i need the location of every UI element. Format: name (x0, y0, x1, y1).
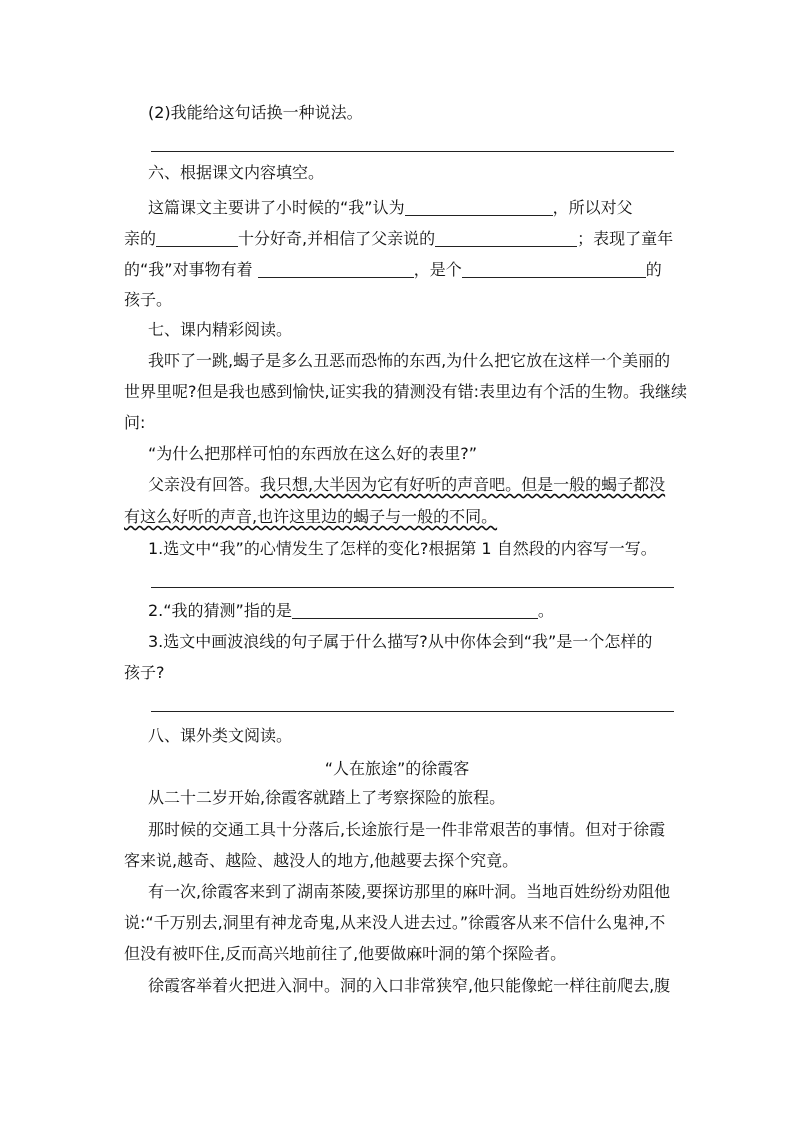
fill-blank[interactable] (462, 261, 646, 278)
text: 这篇课文主要讲了小时候的“我”认为 (148, 198, 405, 217)
text: 亲的 (124, 229, 157, 248)
fill-line-1 (148, 198, 674, 218)
article-line: 徐霞客举着火把进入洞中。洞的入口非常狭窄,他只能像蛇一样往前爬去,腹 (148, 976, 671, 995)
passage-line: “为什么把那样可怕的东西放在这么好的表里?” (148, 444, 478, 463)
article-line: 有一次,徐霞客来到了湖南茶陵,要探访那里的麻叶洞。当地百姓纷纷劝阻他 (148, 882, 671, 901)
question-item-2: (2)我能给这句话换一种说法。 (148, 103, 363, 122)
fill-line-4: 孩子。 (124, 290, 173, 309)
text: 的“我”对事物有着 (124, 260, 253, 279)
answer-line[interactable] (151, 151, 674, 152)
fill-blank[interactable] (258, 261, 414, 278)
wavy-underlined-text: 有这么好听的声音,也许这里边的蝎子与一般的不同。 (124, 507, 498, 526)
question-3-cont: 孩子? (124, 663, 165, 682)
text: ，是个 (413, 260, 462, 279)
fill-line-3 (124, 260, 674, 280)
fill-blank[interactable] (405, 199, 553, 216)
fill-line-2 (124, 229, 674, 249)
fill-blank[interactable] (435, 230, 577, 247)
section-6-heading: 六、根据课文内容填空。 (148, 163, 325, 182)
passage-line: 我吓了一跳,蝎子是多么丑恶而恐怖的东西,为什么把它放在这样一个美丽的 (148, 351, 671, 370)
question-2 (148, 601, 674, 621)
question-1: 1.选文中“我”的心情发生了怎样的变化?根据第 1 自然段的内容写一写。 (148, 539, 657, 558)
article-line: 从二十二岁开始,徐霞客就踏上了考察探险的旅程。 (148, 788, 506, 807)
article-line: 说:“千万别去,洞里有神龙奇鬼,从来没人进去过。”徐霞客从来不信什么鬼神,不 (124, 913, 666, 932)
text: 父亲没有回答。 (148, 475, 261, 494)
question-3: 3.选文中画波浪线的句子属于什么描写?从中你体会到“我”是一个怎样的 (148, 632, 653, 651)
section-8-heading: 八、课外类文阅读。 (148, 726, 293, 745)
text: 十分好奇,并相信了父亲说的 (238, 229, 436, 248)
article-title: “人在旅途”的徐霞客 (324, 759, 470, 778)
text: 2.“我的猜测”指的是 (148, 601, 292, 620)
fill-blank[interactable] (156, 230, 238, 247)
answer-line[interactable] (151, 711, 674, 712)
article-line: 但没有被吓住,反而高兴地前往了,他要做麻叶洞的第个探险者。 (124, 944, 567, 963)
fill-blank[interactable] (292, 602, 538, 619)
text: 。 (537, 601, 554, 620)
text: ，所以对父 (552, 198, 633, 217)
article-line: 客来说,越奇、越险、越没人的地方,他越要去探个究竟。 (124, 851, 519, 870)
text: ；表现了童年 (577, 229, 674, 248)
passage-line (148, 475, 674, 495)
answer-line[interactable] (151, 587, 674, 588)
passage-line: 世界里呢?但是我也感到愉快,证实我的猜测没有错:表里边有个活的生物。我继续 (124, 382, 687, 401)
wavy-underlined-text: 我只想,大半因为它有好听的声音吧。但是一般的蝎子都没 (260, 475, 666, 494)
passage-line: 问: (124, 413, 146, 432)
text: 的 (645, 260, 662, 279)
passage-line (124, 507, 674, 527)
section-7-heading: 七、课内精彩阅读。 (148, 320, 293, 339)
article-line: 那时候的交通工具十分落后,长途旅行是一件非常艰苦的事情。但对于徐霞 (148, 820, 666, 839)
